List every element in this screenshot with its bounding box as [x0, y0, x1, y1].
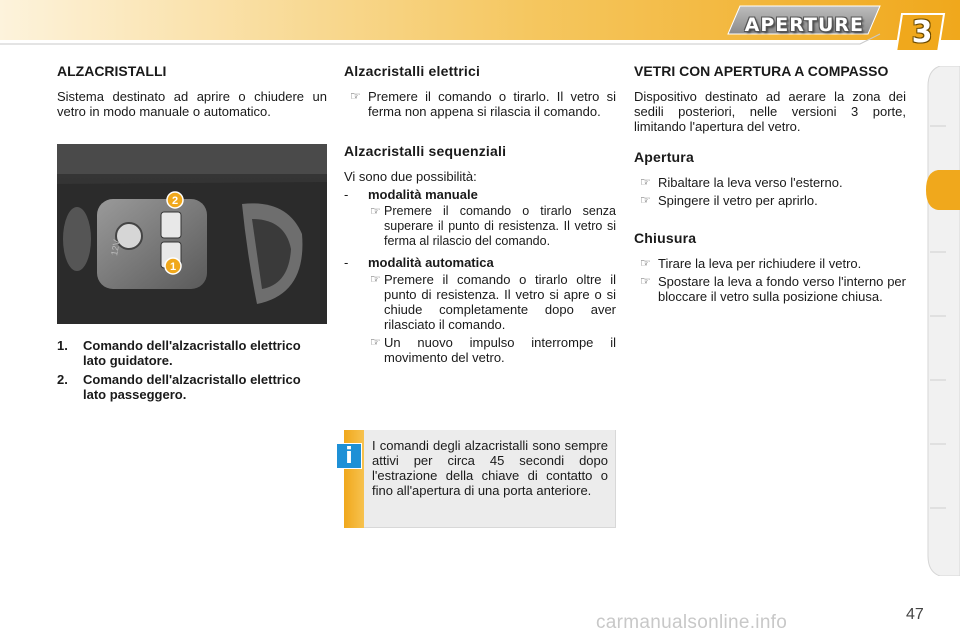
bullet-text: Spingere il vetro per aprirlo.: [658, 193, 818, 208]
pointing-hand-icon: ☞: [640, 175, 651, 189]
caption-text: Comando dell'alzacristallo elettrico lato passeggero.: [83, 372, 301, 402]
bullet-item: [344, 89, 616, 119]
section-title-vetri: VETRI CON APERTURA A COMPASSO: [634, 63, 889, 79]
chapter-title: APERTURE: [744, 14, 864, 36]
column-alzacristalli-elettrici: [344, 62, 616, 368]
mode-auto-label: [344, 255, 616, 270]
chapter-number: 3: [911, 15, 933, 50]
pointing-hand-icon: ☞: [640, 256, 651, 270]
watermark: carmanualsonline.info: [596, 612, 788, 633]
callout-2: 2: [171, 195, 179, 207]
photo-captions: [57, 338, 327, 406]
section-title-sequential: Alzacristalli sequenziali: [344, 143, 507, 159]
bullet-item: [344, 272, 616, 332]
bullet-item: [634, 256, 906, 271]
intro-vetri: Dispositivo destinato ad aerare la zona dei sedili posteriori, nelle versioni 3 porte, limitando l'apertura del vetro.: [634, 89, 906, 134]
chapter-tabs-graphic: [926, 66, 960, 576]
bullet-text: Tirare la leva per richiudere il vetro.: [658, 256, 862, 271]
bullet-text: Premere il comando o tirarlo senza superare il punto di resistenza. Il vetro si ferma al rilascio del comando.: [384, 204, 616, 248]
pointing-hand-icon: ☞: [640, 274, 651, 288]
pointing-hand-icon: ☞: [370, 335, 381, 349]
section-title-electric: Alzacristalli elettrici: [344, 63, 481, 79]
column-vetri-compasso: [634, 62, 906, 307]
bullet-text: Spostare la leva a fondo verso l'interno per bloccare il vetro sulla posizione chiusa.: [658, 274, 906, 304]
info-icon: i: [336, 443, 362, 469]
bullet-text: Premere il comando o tirarlo oltre il punto di resistenza. Il vetro si apre o si chiude completamente dopo aver rilasciato il comando.: [384, 272, 616, 332]
pointing-hand-icon: ☞: [370, 272, 381, 286]
caption-number: 2.: [57, 372, 68, 387]
info-text: I comandi degli alzacristalli sono sempre attivi per circa 45 secondi dopo l'estrazione della chiave di contatto o fino all'apertura di una porta anteriore.: [372, 438, 608, 498]
caption-item-1: [57, 338, 327, 368]
pointing-hand-icon: ☞: [350, 89, 361, 103]
section-title-apertura: Apertura: [634, 149, 694, 165]
section-title-chiusura: Chiusura: [634, 230, 697, 246]
section-title-alzacristalli: ALZACRISTALLI: [57, 63, 167, 79]
pointing-hand-icon: ☞: [370, 204, 381, 218]
bullet-item: [634, 175, 906, 190]
caption-number: 1.: [57, 338, 68, 353]
socket-label: 12V: [109, 238, 122, 257]
chapter-tabs: [926, 66, 960, 576]
window-switch-photo: [57, 144, 327, 324]
mode-name: modalità automatica: [368, 255, 494, 270]
bullet-item: [634, 193, 906, 208]
pointing-hand-icon: ☞: [640, 193, 651, 207]
bullet-text: Ribaltare la leva verso l'esterno.: [658, 175, 843, 190]
intro-alzacristalli: Sistema destinato ad aprire o chiudere un vetro in modo manuale o automatico.: [57, 89, 327, 119]
sequential-intro: Vi sono due possibilità:: [344, 169, 477, 184]
callout-1: 1: [169, 261, 177, 273]
bullet-text: Premere il comando o tirarlo. Il vetro si ferma non appena si rilascia il comando.: [368, 89, 616, 119]
bullet-item: [634, 274, 906, 304]
column-alzacristalli: [57, 62, 327, 119]
mode-manual-label: [344, 187, 616, 202]
caption-item-2: [57, 372, 327, 402]
mode-name: modalità manuale: [368, 187, 478, 202]
dash-mark: -: [344, 255, 349, 270]
caption-text: Comando dell'alzacristallo elettrico lato guidatore.: [83, 338, 301, 368]
window-switch-illustration: [57, 144, 327, 324]
dash-mark: -: [344, 187, 349, 202]
bullet-text: Un nuovo impulso interrompe il movimento del vetro.: [384, 335, 616, 365]
bullet-item: [344, 335, 616, 365]
page-number: 47: [906, 606, 924, 623]
chapter-header: [0, 0, 960, 50]
bullet-item: [344, 204, 616, 249]
